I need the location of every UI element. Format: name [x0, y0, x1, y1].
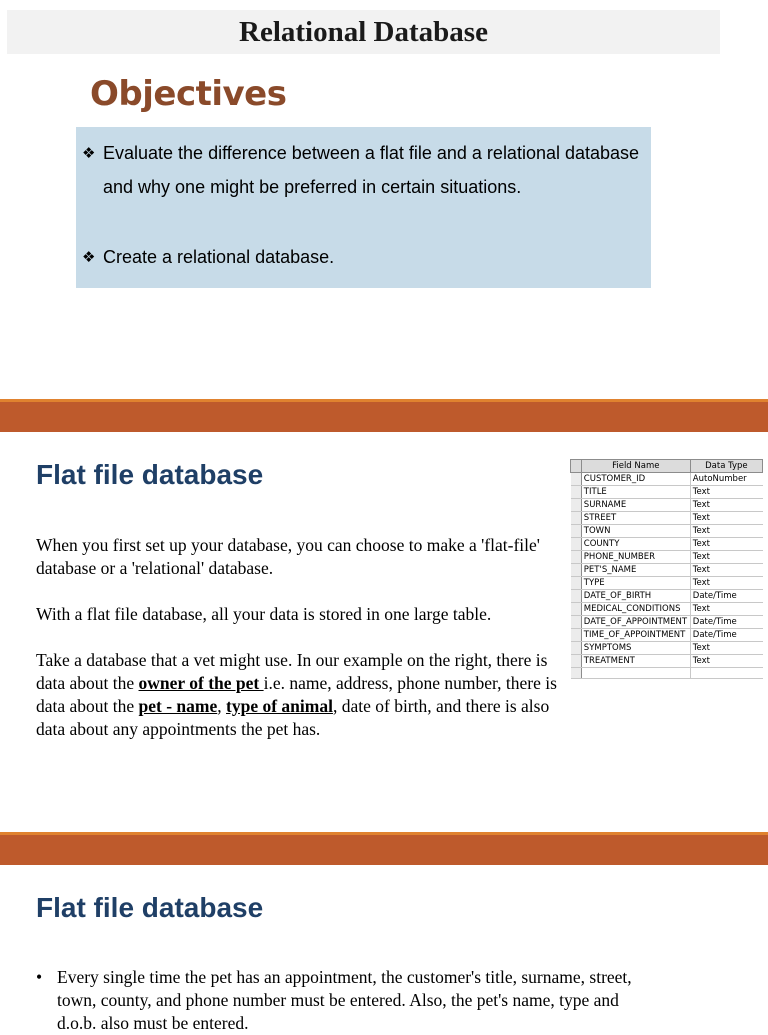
text-run: Take a database that a vet might use. In our example on the right, there is data about the — [36, 650, 548, 693]
field-name-cell: MEDICAL_CONDITIONS — [581, 603, 690, 616]
row-selector — [571, 499, 582, 512]
row-selector — [571, 655, 582, 668]
field-name-cell: TIME_OF_APPOINTMENT — [581, 629, 690, 642]
row-selector — [571, 642, 582, 655]
field-name-cell — [581, 668, 690, 679]
row-selector — [571, 590, 582, 603]
data-type-cell: Date/Time — [690, 590, 762, 603]
data-type-cell: Text — [690, 603, 762, 616]
flat-file-body — [36, 534, 562, 764]
table-header-row — [571, 460, 763, 473]
objectives-box — [76, 127, 651, 288]
objective-item — [82, 240, 643, 274]
diamond-bullet-icon: ❖ — [82, 248, 96, 266]
table-row — [571, 538, 763, 551]
data-type-cell: Text — [690, 577, 762, 590]
data-type-cell: Text — [690, 525, 762, 538]
emphasis-type-of-animal: type of animal — [226, 696, 333, 716]
field-name-cell: PHONE_NUMBER — [581, 551, 690, 564]
field-name-cell: DATE_OF_APPOINTMENT — [581, 616, 690, 629]
data-type-cell: Text — [690, 551, 762, 564]
field-name-cell: COUNTY — [581, 538, 690, 551]
data-type-cell: Text — [690, 499, 762, 512]
field-name-cell: TOWN — [581, 525, 690, 538]
bullet-icon: • — [36, 967, 43, 987]
field-name-cell: SURNAME — [581, 499, 690, 512]
text-run: , — [217, 696, 227, 716]
data-type-cell: Date/Time — [690, 629, 762, 642]
field-name-cell: TYPE — [581, 577, 690, 590]
text-run: i.e. name, address, phone number, there is data about the — [36, 673, 557, 716]
slide-divider-band — [0, 832, 768, 865]
row-selector — [571, 603, 582, 616]
list-item — [36, 966, 646, 1035]
table-row — [571, 655, 763, 668]
table-row-empty — [571, 668, 763, 679]
slide-title-bar — [7, 10, 720, 54]
data-type-cell: Date/Time — [690, 616, 762, 629]
section-heading: Flat file database — [36, 459, 264, 490]
table-row — [571, 551, 763, 564]
emphasis-owner-of-pet: owner of the pet — [138, 673, 264, 693]
data-type-cell: Text — [690, 564, 762, 577]
row-selector — [571, 473, 582, 486]
data-type-cell — [690, 668, 762, 679]
row-selector — [571, 668, 582, 679]
objective-text: Evaluate the difference between a flat file and a relational database and why one might be preferred in certain situations. — [103, 143, 640, 197]
field-name-cell: CUSTOMER_ID — [581, 473, 690, 486]
field-name-cell: DATE_OF_BIRTH — [581, 590, 690, 603]
objective-text: Create a relational database. — [103, 247, 335, 267]
row-selector — [571, 525, 582, 538]
row-selector — [571, 629, 582, 642]
data-type-cell: Text — [690, 538, 762, 551]
data-type-cell: Text — [690, 642, 762, 655]
table-row — [571, 577, 763, 590]
row-selector — [571, 538, 582, 551]
row-selector — [571, 551, 582, 564]
data-type-cell: Text — [690, 486, 762, 499]
column-header: Field Name — [581, 460, 690, 473]
objectives-heading: Objectives — [90, 74, 287, 114]
field-name-cell: TITLE — [581, 486, 690, 499]
table-row — [571, 590, 763, 603]
data-type-cell: AutoNumber — [690, 473, 762, 486]
row-selector — [571, 486, 582, 499]
paragraph: When you first set up your database, you can choose to make a 'flat-file' database or a 'relational' database. — [36, 535, 540, 578]
field-name-cell: PET'S_NAME — [581, 564, 690, 577]
emphasis-pet-name: pet - name — [138, 696, 218, 716]
bullet-text: Every single time the pet has an appointment, the customer's title, surname, street, town, county, and phone number must be entered. Also, the pet's name, type and d.o.b. also must be entered. — [57, 967, 632, 1033]
table-row — [571, 629, 763, 642]
field-name-cell: TREATMENT — [581, 655, 690, 668]
bullet-list — [36, 966, 646, 1035]
paragraph: With a flat file database, all your data is stored in one large table. — [36, 604, 492, 624]
row-selector — [571, 577, 582, 590]
objective-item — [82, 136, 643, 204]
row-selector — [571, 564, 582, 577]
section-heading: Flat file database — [36, 892, 264, 923]
row-selector — [571, 512, 582, 525]
table-row — [571, 499, 763, 512]
paragraph — [36, 649, 562, 741]
table-row — [571, 473, 763, 486]
table-row — [571, 616, 763, 629]
row-selector — [571, 616, 582, 629]
field-name-cell: STREET — [581, 512, 690, 525]
data-type-cell: Text — [690, 512, 762, 525]
row-selector-header — [571, 460, 582, 473]
table-row — [571, 525, 763, 538]
column-header: Data Type — [690, 460, 762, 473]
diamond-bullet-icon: ❖ — [82, 144, 96, 162]
slide-divider-band — [0, 399, 768, 432]
table-row — [571, 564, 763, 577]
data-type-cell: Text — [690, 655, 762, 668]
table-row — [571, 642, 763, 655]
table-row — [571, 603, 763, 616]
text-run: , date of birth, and there is also data about any appointments the pet has. — [36, 696, 550, 739]
field-name-cell: SYMPTOMS — [581, 642, 690, 655]
table-row — [571, 512, 763, 525]
field-definition-table — [570, 459, 763, 679]
slide-title: Relational Database — [239, 15, 488, 48]
table-row — [571, 486, 763, 499]
